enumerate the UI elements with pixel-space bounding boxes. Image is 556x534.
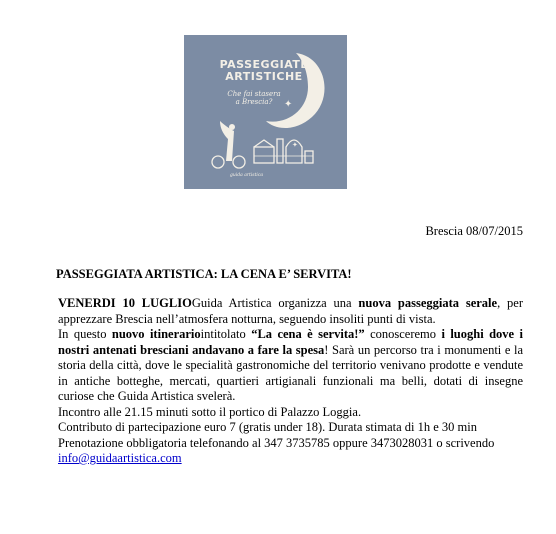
logo-title-line1: PASSEGGIATE xyxy=(219,58,309,71)
document-heading: PASSEGGIATA ARTISTICA: LA CENA E’ SERVITA! xyxy=(56,267,352,281)
paragraph-intro: VENERDI 10 LUGLIOGuida Artistica organizza una nuova passeggiata serale, per apprezzare Brescia nell’atmosfera notturna, seguendo insoliti punti di vista. xyxy=(58,296,523,326)
logo-footer: guida artistica xyxy=(230,173,264,178)
svg-text:✦: ✦ xyxy=(284,99,293,110)
passeggiate-artistiche-logo xyxy=(184,35,347,189)
logo-subtitle-line2: a Brescia? xyxy=(235,98,273,106)
paragraph-price: Contributo di partecipazione euro 7 (gratis under 18). Durata stimata di 1h e 30 min xyxy=(58,420,477,434)
logo-subtitle-line1: Che fai stasera xyxy=(227,90,281,98)
event-date: VENERDI 10 LUGLIO xyxy=(58,296,192,310)
paragraph-meeting: Incontro alle 21.15 minuti sotto il portico di Palazzo Loggia. xyxy=(58,404,362,419)
email-link[interactable]: info@guidaartistica.com xyxy=(58,451,182,465)
paragraph-itinerary: In questo nuovo itinerariointitolato “La cena è servita!” conosceremo i luoghi dove i nostri antenati bresciani andavano a fare la spesa! Sarà un percorso tra i monumenti e la storia della città, dove le specialità gastronomiche del territorio venivano prodotte e vendute in antiche botteghe, mercati, quartieri artigianali funzionali ma belli, dotati di insegne curiose che Guida Artistica svelerà. xyxy=(58,327,523,403)
paragraph-booking: Prenotazione obbligatoria telefonando al 347 3735785 oppure 3473028031 o scrivendo xyxy=(58,435,495,450)
document-body xyxy=(58,296,523,467)
document-date: Brescia 08/07/2015 xyxy=(425,224,523,238)
itinerary-title: “La cena è servita!” xyxy=(251,327,365,341)
event-title: nuova passeggiata serale xyxy=(358,296,498,310)
logo-title-line2: ARTISTICHE xyxy=(225,70,303,83)
svg-text:✦: ✦ xyxy=(292,141,298,149)
